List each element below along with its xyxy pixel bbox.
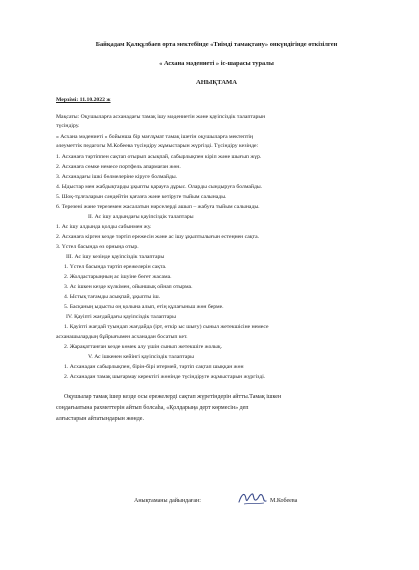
closing-line3: алғыстарын айтатындарын жөнде. [56, 416, 144, 422]
purpose-line1: Мақсаты: Оқушыларға асханадағы тамақ ішу мәдениетін және қауіпсіздік талаптарын [56, 114, 266, 120]
section-title: V. Ас ішкенен кейінгі қауіпсіздік талаптары [88, 354, 194, 360]
rule-item: 6. Терезені және тереземен жасалатын нәрселерді ашып – жабуға тыйым салынады. [56, 204, 260, 210]
signature-name: М.Кобеева [270, 498, 298, 504]
section-item: 4. Ыстық тағамды асықпай, ұқыпты іш. [64, 294, 161, 300]
section-item: 2. Жарақаттанған кезде көмек алу үшін сынып жетекшіге жолық. [64, 344, 223, 350]
section-item: 1. Қауіпті жағдай туындап жағдайда (ірт, өткір ыс шығу) сыныл жетекшісіне немесе [64, 324, 269, 330]
handwritten-signature [236, 489, 268, 507]
section-item: 5. Басқаның ыдысты оң қолына алып, етің құлағыньш жөн берме. [64, 304, 224, 310]
intro-line2: әлеуметтік педагогы М.Кобеева түсіндіру жұмыстарын жүргізді. Түсіндіру кезінде: [56, 143, 259, 149]
section-item: 2. Асханадан тамақ шығармау керектігі жөнінде түсіндіруге жұмыстарын жүргізді. [64, 374, 266, 380]
section-item: 2. Жолдастарыңның ас ішуіне бөгет жасама. [64, 274, 172, 280]
document-header-line2: « Асхана мәдениеті » іс-шарасы туралы [159, 60, 274, 67]
rule-item: 2. Асханаға сөмке немесе портфель апармаған жөн. [56, 164, 181, 170]
section-item: 2. Асханаға кірген кезде тәртіп ережесін және ас ішу ұқыптылығын естеңнен сақта. [56, 234, 260, 240]
rule-item: 5. Шоқ-тұлғаларын сәндейтін қағазға және кетіруге тыйым салынады. [56, 194, 227, 200]
signature-label: Анықтаманы дайындаған: [134, 498, 201, 504]
section-title: IV. Қауіпті жағдайдағы қауіпсіздік талаптары [66, 314, 176, 320]
section-item: 3. Ас ішкен кезде күлкімен, ойыншық ойнап отырма. [64, 284, 193, 290]
document-date: Мерзімі: 11.10.2022 ж [56, 97, 111, 103]
section-title: III. Ас ішу кезінде қауіпсіздік талаптары [66, 254, 165, 260]
document-title: АНЫҚТАМА [196, 79, 237, 86]
document-header-line1: Байқадам Қалқұлбаев орта мектебінде «Тиімді тамақтану» онкүндігінде өткізілген [95, 41, 338, 48]
rule-item: 3. Асханадағы ішкі бөлмелеріне кіруге болмайды. [56, 174, 178, 180]
rule-item: 4. Ыдыстар мен жабдықтарды ұқыпты қарауға дұрыс. Оларды сындыруға болмайды. [56, 184, 263, 190]
purpose-line2: түсіндіру. [56, 123, 80, 129]
section-item: асханашылардың бұйрығымен асханадан босатып кет. [56, 334, 188, 340]
section-item: 3. Үстел басында өз орныңа отыр. [56, 244, 139, 250]
section-item: 1. Асханадан сабырлықпен, бірін-бірі итермей, тәртіп сақтап шыққан жөн [64, 364, 244, 370]
section-title: II. Ас ішу алдындағы қауіпсіздік талаптары [88, 214, 194, 220]
closing-line2: соңдағыатына рахметтерін айтып болсаһа, «Қолдарыңа дерт көрмесін» деп [56, 405, 249, 411]
intro-line1: « Асхана мәдениеті » бойынша бір мағлұмат тамақ ішетін оқушыларға мектептің [56, 134, 254, 140]
closing-line1: Оқушылар тамақ ішер кезде осы ережелерді сақтап жүретіндерін айтты.Тамақ ішкен [64, 394, 282, 400]
section-item: 1. Ас ішу алдында қолды сабынмен жу. [56, 224, 152, 230]
rule-item: 1. Асханаға тәртіппен сақтап отырып асықпай, сабырлықпен кіріп және шығып жүр. [56, 154, 262, 160]
section-item: 1. Үстел басында тәртіп ережелерін сақта. [64, 264, 167, 270]
